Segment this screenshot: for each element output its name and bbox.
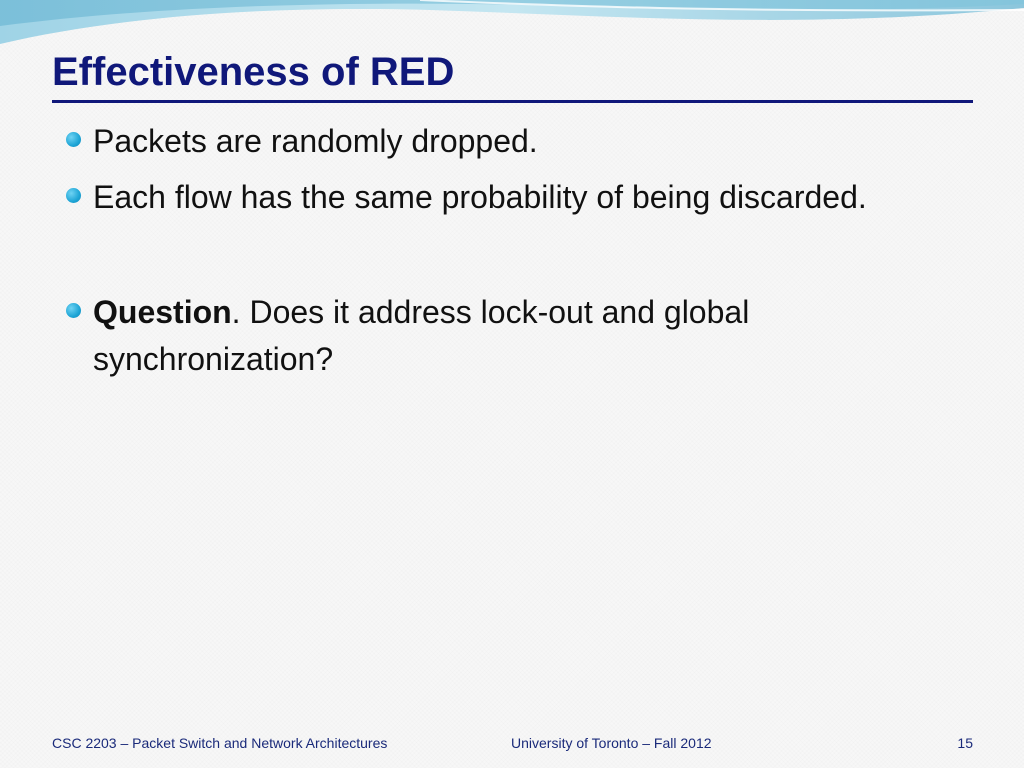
bullet-text: Each flow has the same probability of being discarded. — [93, 179, 867, 215]
bullet-item — [62, 289, 962, 383]
bullet-dot-icon — [66, 303, 81, 318]
bullet-dot-icon — [66, 188, 81, 203]
page-number: 15 — [957, 735, 973, 751]
slide-title: Effectiveness of RED — [52, 50, 455, 94]
title-underline — [52, 100, 973, 103]
bullet-text: . Does it address lock-out and global synchronization? — [93, 294, 750, 377]
bullet-item — [62, 174, 962, 221]
footer-institution: University of Toronto – Fall 2012 — [511, 735, 712, 751]
bullet-list — [62, 118, 962, 383]
bullet-dot-icon — [66, 132, 81, 147]
header-wave-decoration — [0, 0, 1024, 48]
bullet-lead-text: Question — [93, 294, 232, 330]
footer-course: CSC 2203 – Packet Switch and Network Architectures — [52, 735, 388, 751]
bullet-item — [62, 118, 962, 165]
bullet-text: Packets are randomly dropped. — [93, 123, 538, 159]
